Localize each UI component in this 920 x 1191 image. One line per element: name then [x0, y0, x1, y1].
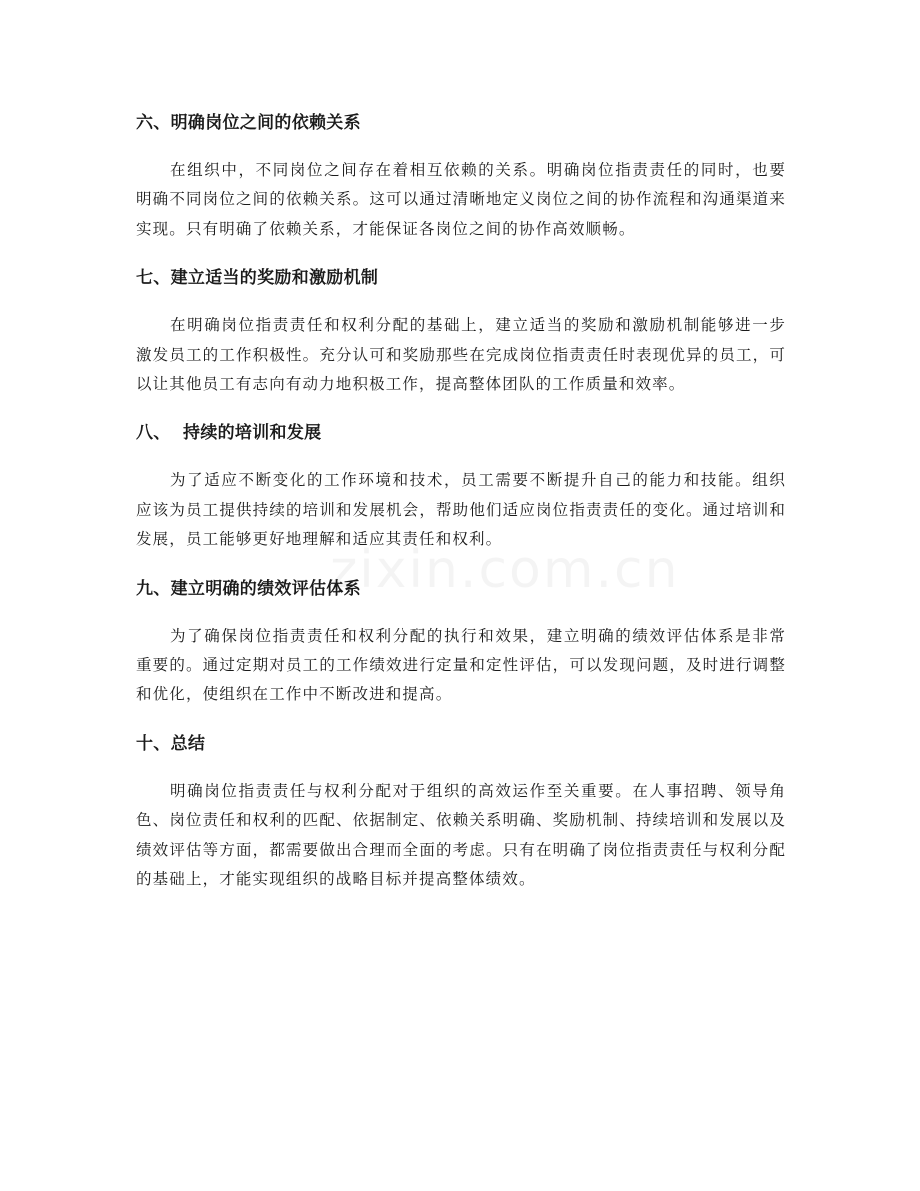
section-paragraph: 明确岗位指责责任与权利分配对于组织的高效运作至关重要。在人事招聘、领导角色、岗位责任和权利的匹配、依据制定、依赖关系明确、奖励机制、持续培训和发展以及绩效评估等方面，都需要做出合理而全面的考虑。只有在明确了岗位指责责任与权利分配的基础上，才能实现组织的战略目标并提高整体绩效。 [136, 781, 786, 889]
section-7 [136, 263, 786, 399]
section-8 [136, 418, 786, 554]
section-heading: 六、明确岗位之间的依赖关系 [136, 113, 361, 133]
section-paragraph: 为了适应不断变化的工作环境和技术，员工需要不断提升自己的能力和技能。组织应该为员工提供持续的培训和发展机会，帮助他们适应岗位指责责任的变化。通过培训和发展，员工能够更好地理解和适应其责任和权利。 [136, 471, 786, 549]
section-heading: 八、 持续的培训和发展 [136, 423, 322, 444]
document-body [136, 108, 786, 914]
section-9 [136, 574, 786, 710]
section-paragraph: 在明确岗位指责责任和权利分配的基础上，建立适当的奖励和激励机制能够进一步激发员工的工作积极性。充分认可和奖励那些在完成岗位指责责任时表现优异的员工，可以让其他员工有志向有动力地积极工作，提高整体团队的工作质量和效率。 [136, 316, 786, 394]
section-heading: 七、建立适当的奖励和激励机制 [136, 268, 379, 289]
section-paragraph: 在组织中，不同岗位之间存在着相互依赖的关系。明确岗位指责责任的同时，也要明确不同岗位之间的依赖关系。这可以通过清晰地定义岗位之间的协作流程和沟通渠道来实现。只有明确了依赖关系，才能保证各岗位之间的协作高效顺畅。 [136, 161, 786, 238]
section-paragraph: 为了确保岗位指责责任和权利分配的执行和效果，建立明确的绩效评估体系是非常重要的。通过定期对员工的工作绩效进行定量和定性评估，可以发现问题，及时进行调整和优化，使组织在工作中不断改进和提高。 [136, 626, 786, 704]
section-heading: 十、总结 [136, 733, 206, 754]
section-10 [136, 729, 786, 895]
section-heading: 九、建立明确的绩效评估体系 [136, 578, 361, 599]
section-6 [136, 108, 786, 244]
